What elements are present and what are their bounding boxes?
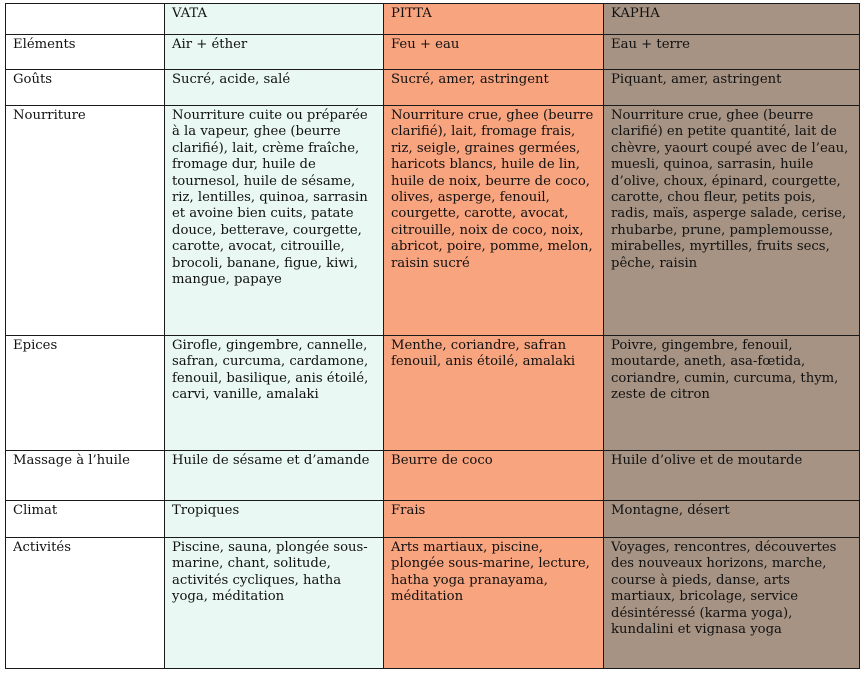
cell-kapha: Montagne, désert	[604, 501, 860, 538]
row-label: Activités	[6, 538, 165, 669]
table-row	[6, 501, 860, 538]
corner-cell	[6, 4, 165, 35]
cell-pitta: Menthe, coriandre, safran fenouil, anis étoilé, amalaki	[384, 336, 604, 451]
row-label: Massage à l’huile	[6, 451, 165, 501]
row-label: Nourriture	[6, 106, 165, 336]
cell-pitta: Arts martiaux, piscine, plongée sous-marine, lecture, hatha yoga pranayama, méditation	[384, 538, 604, 669]
table-row	[6, 70, 860, 106]
row-label: Climat	[6, 501, 165, 538]
cell-pitta: Sucré, amer, astringent	[384, 70, 604, 106]
cell-pitta: Beurre de coco	[384, 451, 604, 501]
table-row	[6, 106, 860, 336]
cell-vata: Air + éther	[165, 35, 384, 70]
row-label: Goûts	[6, 70, 165, 106]
row-label: Eléments	[6, 35, 165, 70]
header-row	[6, 4, 860, 35]
cell-pitta: Nourriture crue, ghee (beurre clarifié), lait, fromage frais, riz, seigle, graines germées, haricots blancs, huile de lin, huile de noix, beurre de coco, olives, asperge, fenouil, courgette, carotte, avocat, citrouille, noix de coco, noix, abricot, poire, pomme, melon, raisin sucré	[384, 106, 604, 336]
header-vata: VATA	[165, 4, 384, 35]
cell-vata: Piscine, sauna, plongée sous-marine, chant, solitude, activités cycliques, hatha yoga, méditation	[165, 538, 384, 669]
cell-kapha: Nourriture crue, ghee (beurre clarifié) en petite quantité, lait de chèvre, yaourt coupé avec de l’eau, muesli, quinoa, sarrasin, huile d’olive, choux, épinard, courgette, carotte, chou fleur, petits pois, radis, maïs, asperge salade, cerise, rhubarbe, prune, pamplemousse, mirabelles, myrtilles, fruits secs, pêche, raisin	[604, 106, 860, 336]
cell-kapha: Piquant, amer, astringent	[604, 70, 860, 106]
header-kapha: KAPHA	[604, 4, 860, 35]
cell-vata: Nourriture cuite ou préparée à la vapeur, ghee (beurre clarifié), lait, crème fraîche, fromage dur, huile de tournesol, huile de sésame, riz, lentilles, quinoa, sarrasin et avoine bien cuits, patate douce, betterave, courgette, carotte, avocat, citrouille, brocoli, banane, figue, kiwi, mangue, papaye	[165, 106, 384, 336]
cell-kapha: Eau + terre	[604, 35, 860, 70]
table-row	[6, 538, 860, 669]
cell-kapha: Huile d’olive et de moutarde	[604, 451, 860, 501]
cell-pitta: Frais	[384, 501, 604, 538]
cell-vata: Girofle, gingembre, cannelle, safran, curcuma, cardamone, fenouil, basilique, anis étoilé, carvi, vanille, amalaki	[165, 336, 384, 451]
cell-vata: Sucré, acide, salé	[165, 70, 384, 106]
cell-kapha: Voyages, rencontres, découvertes des nouveaux horizons, marche, course à pieds, danse, arts martiaux, bricolage, service désintéressé (karma yoga), kundalini et vignasa yoga	[604, 538, 860, 669]
cell-kapha: Poivre, gingembre, fenouil, moutarde, aneth, asa-fœtida, coriandre, cumin, curcuma, thym, zeste de citron	[604, 336, 860, 451]
cell-pitta: Feu + eau	[384, 35, 604, 70]
row-label: Epices	[6, 336, 165, 451]
table-row	[6, 35, 860, 70]
table-row	[6, 336, 860, 451]
header-pitta: PITTA	[384, 4, 604, 35]
dosha-table	[5, 3, 860, 669]
table-row	[6, 451, 860, 501]
cell-vata: Tropiques	[165, 501, 384, 538]
cell-vata: Huile de sésame et d’amande	[165, 451, 384, 501]
